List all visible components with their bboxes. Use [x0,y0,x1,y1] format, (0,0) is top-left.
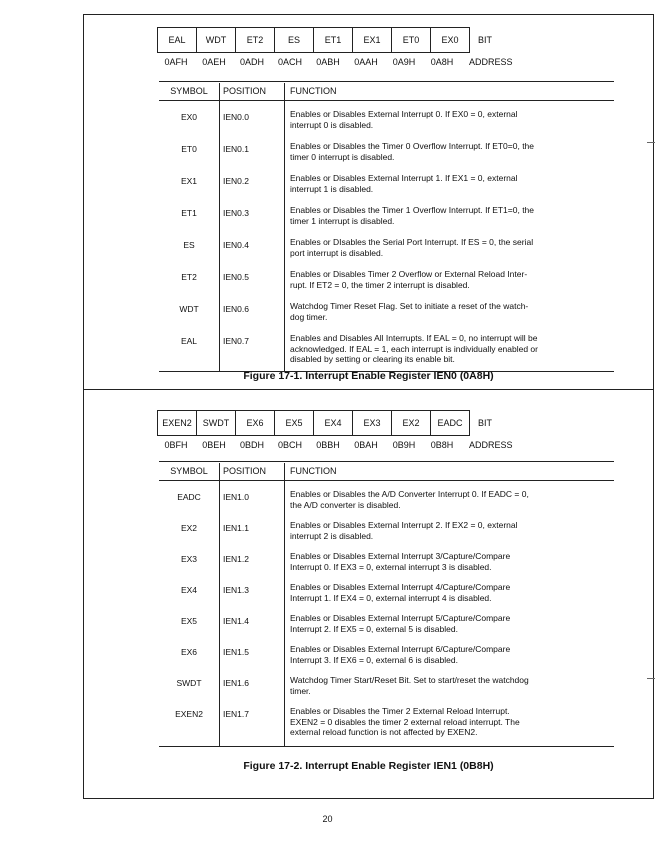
address-0a8h: 0A8H [430,57,454,67]
function-line: EXEN2 = 0 disables the timer 2 external reload interrupt. The [290,716,520,727]
cell-symbol: EX4 [180,585,198,595]
function-line: acknowledged. If EAL = 1, each interrupt is individually enabled or [290,343,538,354]
table-row [159,551,614,582]
cell-function [284,706,614,738]
bit-eal: EAL [158,28,197,52]
function-line: Watchdog Timer Reset Flag. Set to initiate a reset of the watch- [290,301,529,311]
cell-position: IEN1.4 [223,616,249,626]
header-position: POSITION [223,466,267,476]
function-line: Enables or Disables External Interrupt 0. If EX0 = 0, external [290,109,518,119]
cell-position: IEN0.7 [223,336,249,346]
cell-symbol: EX5 [180,616,198,626]
cell-symbol: EADC [177,492,201,502]
function-line: Enables or Disables External Interrupt 5/Capture/Compare [290,613,511,623]
table-row [159,101,614,141]
cell-position: IEN1.7 [223,709,249,719]
bit-label: BIT [478,35,493,45]
table-body [159,481,614,747]
address-0bah: 0BAH [354,440,378,450]
bit-boxes [157,410,470,436]
margin-mark [647,142,655,143]
function-line: interrupt 1 is disabled. [290,183,374,194]
cell-symbol: WDT [179,304,199,314]
column-divider [284,83,285,371]
cell-function [284,141,614,162]
address-0abh: 0ABH [316,57,340,67]
function-line: Enables or Disables External Interrupt 4/Capture/Compare [290,582,511,592]
cell-position: IEN1.6 [223,678,249,688]
table-row [159,481,614,520]
cell-function [284,205,614,226]
table-row [159,205,614,237]
column-divider [284,463,285,746]
function-line: Enables or Disables External Interrupt 3/Capture/Compare [290,551,511,561]
column-divider [219,83,220,371]
address-0bbh: 0BBH [316,440,340,450]
function-line: interrupt 2 is disabled. [290,530,374,541]
column-divider [219,463,220,746]
table-row [159,333,614,365]
function-line: Enables or Disables External Interrupt 2. If EX2 = 0, external [290,520,518,530]
table-row [159,675,614,706]
cell-symbol: ET0 [181,144,197,154]
function-line: disabled by setting or clearing its enable bit. [290,354,455,364]
function-line: interrupt 0 is disabled. [290,119,374,130]
table-row [159,269,614,301]
address-0bdh: 0BDH [239,440,264,450]
table-row [159,582,614,613]
cell-symbol: ET2 [181,272,197,282]
bit-label: BIT [478,418,493,428]
table-body [159,101,614,372]
bit-et2: ET2 [236,28,275,52]
table-row [159,237,614,269]
bit-et0: ET0 [392,28,431,52]
cell-position: IEN0.5 [223,272,249,282]
address-0aah: 0AAH [354,57,378,67]
cell-function [284,237,614,258]
cell-symbol: EAL [180,336,198,346]
function-line: timer 0 interrupt is disabled. [290,151,395,162]
cell-position: IEN0.4 [223,240,249,250]
register-ien0-bits [157,27,492,53]
table-row [159,141,614,173]
function-line: the A/D converter is disabled. [290,499,401,510]
cell-function [284,269,614,290]
table-row [159,301,614,333]
header-position: POSITION [223,86,267,96]
cell-function [284,173,614,194]
address-0beh: 0BEH [202,440,226,450]
cell-position: IEN1.5 [223,647,249,657]
figure-caption: Figure 17-1. Interrupt Enable Register IEN0 (0A8H) [243,370,494,382]
function-line: Enables or DIsables the Serial Port Interrupt. If ES = 0, the serial [290,237,534,247]
function-line: Enables or Disables the Timer 0 Overflow Interrupt. If ET0=0, the [290,141,535,151]
cell-function [284,644,614,665]
cell-position: IEN0.3 [223,208,249,218]
function-line: Enables or Disables the Timer 1 Overflow Interrupt. If ET1=0, the [290,205,535,215]
table-header [159,81,614,101]
cell-symbol: EXEN2 [175,709,203,719]
register-ien1-bits [157,410,492,436]
header-symbol: SYMBOL [170,86,208,96]
address-0afh: 0AFH [164,57,188,67]
bit-es: ES [275,28,314,52]
ien0-table [159,81,614,372]
cell-function [284,520,614,541]
function-line: timer. [290,685,311,696]
ien1-table [159,461,614,747]
address-0aeh: 0AEH [202,57,226,67]
cell-position: IEN1.2 [223,554,249,564]
cell-position: IEN0.2 [223,176,249,186]
cell-symbol: EX2 [180,523,198,533]
header-function: FUNCTION [290,86,337,96]
cell-position: IEN1.0 [223,492,249,502]
cell-function [284,333,614,365]
header-function: FUNCTION [290,466,337,476]
bit-ex0: EX0 [441,35,459,45]
function-line: Interrupt 2. If EX5 = 0, external 5 is disabled. [290,623,458,634]
cell-position: IEN0.6 [223,304,249,314]
function-line: dog timer. [290,311,328,322]
function-line: Enables or Disables External Interrupt 6/Capture/Compare [290,644,511,654]
cell-symbol: EX6 [180,647,198,657]
address-0a9h: 0A9H [392,57,416,67]
cell-symbol: EX0 [180,112,198,122]
address-0ach: 0ACH [277,57,302,67]
bit-ex1: EX1 [353,28,392,52]
table-row [159,520,614,551]
function-line: Enables and Disables All Interrupts. If EAL = 0, no interrupt will be [290,333,538,343]
address-label: ADDRESS [469,440,513,450]
cell-function [284,301,614,322]
address-0b8h: 0B8H [430,440,454,450]
header-symbol: SYMBOL [170,466,208,476]
cell-position: IEN0.1 [223,144,249,154]
address-0bch: 0BCH [277,440,302,450]
function-line: Interrupt 0. If EX3 = 0, external interrupt 3 is disabled. [290,561,492,572]
cell-function [284,489,614,510]
page-number: 20 [322,814,333,824]
bit-boxes [157,27,470,53]
function-line: timer 1 interrupt is disabled. [290,215,395,226]
cell-function [284,613,614,634]
table-row [159,173,614,205]
cell-function [284,675,614,696]
figure-17-2-panel [83,389,654,799]
function-line: Enables or Disables the A/D Converter Interrupt 0. If EADC = 0, [290,489,529,499]
bit-exen2: EXEN2 [158,411,197,435]
bit-ex3: EX3 [353,411,392,435]
function-line: external reload function is not affected by EXEN2. [290,727,478,737]
function-line: Interrupt 3. If EX6 = 0, external 6 is disabled. [290,654,458,665]
address-0b9h: 0B9H [392,440,416,450]
cell-function [284,551,614,572]
bit-ex2: EX2 [392,411,431,435]
bit-et1: ET1 [314,28,353,52]
table-header [159,461,614,481]
cell-symbol: EX3 [180,554,198,564]
bit-wdt: WDT [197,28,236,52]
function-line: port interrupt is disabled. [290,247,384,258]
figure-caption: Figure 17-2. Interrupt Enable Register IEN1 (0B8H) [243,760,494,772]
function-line: Enables or Disables the Timer 2 External Reload Interrupt. [290,706,510,716]
bit-ex4: EX4 [314,411,353,435]
register-ien1-addresses [157,440,513,450]
address-0adh: 0ADH [239,57,264,67]
table-row [159,706,614,737]
address-label: ADDRESS [469,57,513,67]
table-row [159,644,614,675]
bit-swdt: SWDT [197,411,236,435]
cell-position: IEN0.0 [223,112,249,122]
function-line: Interrupt 1. If EX4 = 0, external interrupt 4 is disabled. [290,592,492,603]
figure-17-1-panel [83,14,654,389]
cell-function [284,582,614,603]
cell-symbol: EX1 [180,176,198,186]
function-line: Enables or Disables External Interrupt 1. If EX1 = 0, external [290,173,518,183]
function-line: Enables or Disables Timer 2 Overflow or External Reload Inter- [290,269,528,279]
cell-symbol: ES [183,240,195,250]
table-row [159,613,614,644]
cell-symbol: SWDT [176,678,202,688]
margin-mark [647,678,655,679]
cell-position: IEN1.3 [223,585,249,595]
function-line: rupt. If ET2 = 0, the timer 2 interrupt is disabled. [290,279,470,290]
cell-symbol: ET1 [181,208,197,218]
cell-position: IEN1.1 [223,523,249,533]
register-ien0-addresses [157,57,513,67]
cell-function [284,109,614,130]
bit-eadc: EADC [437,418,463,428]
function-line: Watchdog Timer Start/Reset Bit. Set to start/reset the watchdog [290,675,529,685]
bit-ex6: EX6 [236,411,275,435]
address-0bfh: 0BFH [164,440,188,450]
bit-ex5: EX5 [275,411,314,435]
